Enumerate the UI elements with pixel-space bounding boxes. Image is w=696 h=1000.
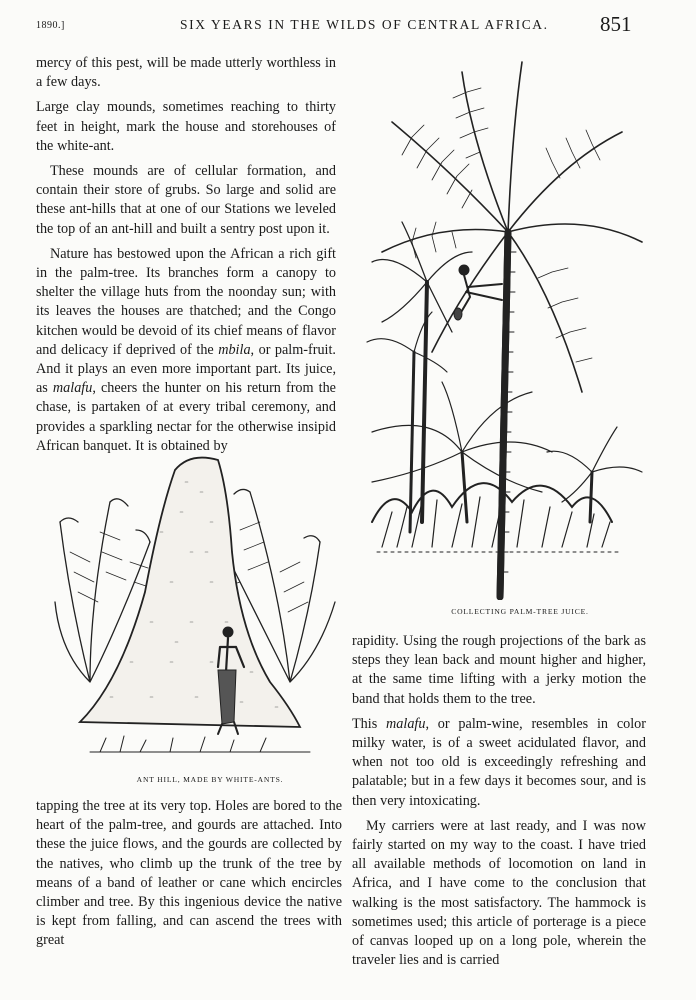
paragraph: tapping the tree at its very top. Holes are bored to the heart of the palm-tree, and gourds are attached. Into these the juice flows, and the gourds are collected by the natives, who climb up the trunk of the tree by means of a band of leather or cane which encircles climber and tree. By this ingenious device the native is kept from falling, and can ascend the trees with great bbox=[36, 798, 342, 949]
page-number: 851 bbox=[600, 12, 632, 36]
text-run: Nature has bestowed upon the African a rich gift in the palm-tree. Its branches form a canopy to shelter the village huts from the noonday sun; with its leaves the houses are thatched; and the Congo kitchen would be devoid of its chief means of flavor and delicacy if deprived of the bbox=[36, 245, 336, 358]
right-column-bottom bbox=[352, 632, 646, 970]
paragraph: mercy of this pest, will be made utterly worthless in a few days. bbox=[36, 55, 336, 91]
text-run: , or palm-wine, resembles in color milky water, is of a sweet acidulated flavor, and when not too old is exceedingly refreshing and palatable; but in a few days it becomes sour, and is then very intoxicating. bbox=[352, 715, 646, 809]
ant-hill-illustration bbox=[50, 452, 342, 764]
left-column-top bbox=[36, 54, 336, 456]
text-run: This bbox=[352, 715, 387, 732]
paragraph: These mounds are of cellular formation, and contain their store of grubs. So large and solid are these ant-hills that at one of our Stations we leveled the top of an ant-hill and built a sentry post upon it. bbox=[36, 163, 336, 237]
paragraph bbox=[36, 245, 336, 456]
caption-ant-hill: ANT HILL, MADE BY WHITE-ANTS. bbox=[136, 775, 284, 784]
italic-term-mbila: mbila bbox=[218, 341, 251, 358]
paragraph: Large clay mounds, sometimes reaching to thirty feet in height, mark the house and storehouses of the white-ant. bbox=[36, 99, 336, 154]
palm-tree-illustration bbox=[352, 52, 652, 600]
text-run: , or palm-fruit. And it plays an even more important part. Its juice, as bbox=[36, 341, 336, 397]
paragraph bbox=[352, 715, 646, 811]
paragraph: My carriers were at last ready, and I was now fairly started on my way to the coast. I have tried all available methods of locomotion on land in Africa, and I have come to the conclusion that walking is the most satisfactory. The hammock is sometimes used; this article of porterage is a piece of canvas looped up on a long pole, wherein the traveler lies and is carried bbox=[352, 817, 646, 969]
text-run: , cheers the hunter on his return from the chase, is partaken of at every tribal ceremony, and provides a sparkling nectar for the otherwise insipid African banquet. It is obtained by bbox=[36, 380, 336, 454]
left-column-bottom bbox=[36, 797, 342, 951]
italic-term-malafu: malafu bbox=[52, 380, 93, 397]
italic-term-malafu: malafu bbox=[386, 715, 426, 732]
running-title: SIX YEARS IN THE WILDS OF CENTRAL AFRICA. bbox=[180, 17, 549, 32]
header-year: 1890.] bbox=[36, 20, 65, 31]
paragraph: rapidity. Using the rough projections of the bark as steps they lean back and mount higher and higher, at the same time lifting with a jerky motion the band that holds them to the tree. bbox=[352, 633, 646, 707]
caption-palm: COLLECTING PALM-TREE JUICE. bbox=[451, 607, 589, 616]
